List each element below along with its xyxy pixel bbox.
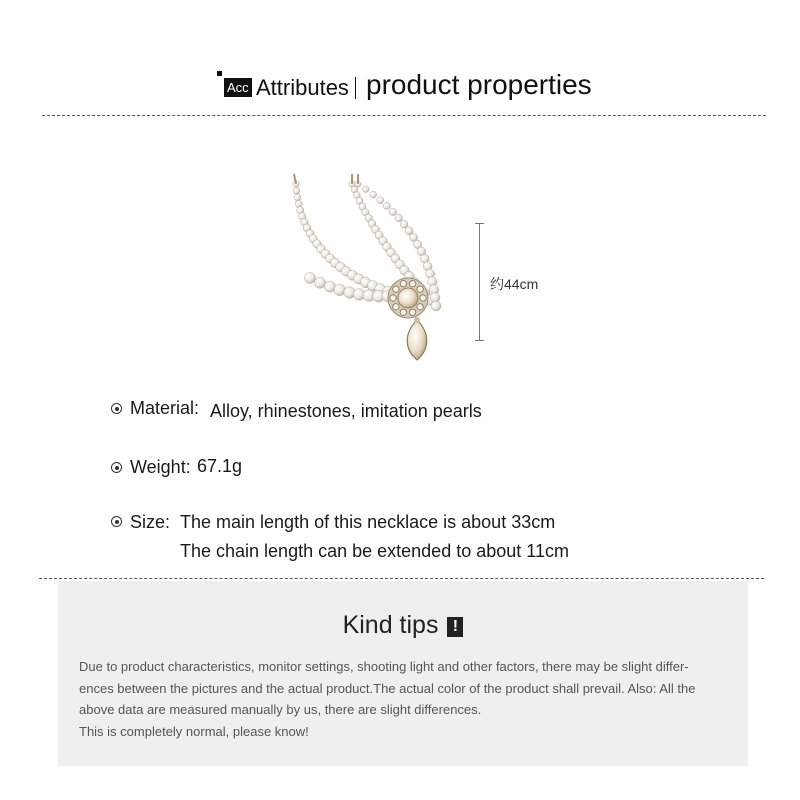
rhinestone	[409, 281, 415, 287]
pearl-bead	[431, 301, 441, 311]
rhinestone	[393, 304, 399, 310]
rhinestone	[409, 309, 415, 315]
product-image	[280, 170, 470, 370]
pearl-bead	[363, 186, 370, 193]
tips-body	[79, 656, 734, 742]
pearl-bead	[305, 273, 316, 284]
spec-value-line-1: The main length of this necklace is about 33cm	[180, 512, 556, 532]
rhinestone	[400, 281, 406, 287]
pearl-bead	[295, 200, 302, 207]
dimension-label: 约44cm	[490, 276, 539, 292]
header-divider	[355, 77, 356, 99]
spec-value: 67.1g	[197, 456, 243, 476]
tips-title-text: Kind tips	[342, 611, 439, 639]
pearl-bead	[389, 208, 396, 215]
pearl-bead	[294, 194, 301, 201]
rhinestone	[400, 309, 406, 315]
rhinestone	[420, 295, 426, 301]
section-header	[0, 68, 800, 108]
tips-line: ences between the pictures and the actual product.The actual color of the product shall prevail. Also: All the	[79, 680, 696, 696]
header-dot	[217, 71, 222, 76]
exclamation-icon: !	[447, 617, 463, 637]
pearl-bead	[400, 220, 408, 228]
rhinestone	[417, 304, 423, 310]
dimension-cap-bottom	[475, 340, 484, 341]
pendant	[388, 278, 428, 360]
pearl-bead	[293, 188, 300, 195]
header-english-label: Attributes	[256, 75, 349, 100]
bullet-icon	[111, 462, 122, 473]
spec-label: Size:	[130, 512, 171, 532]
rhinestone	[393, 286, 399, 292]
pearl-bead	[383, 202, 390, 209]
dimension-line	[479, 223, 480, 340]
dimension-cap-top	[475, 223, 484, 224]
spec-value-line-2: The chain length can be extended to about 11cm	[180, 541, 569, 561]
top-dashed-divider	[42, 115, 766, 116]
tips-line: This is completely normal, please know!	[79, 723, 309, 739]
spec-label: Material:	[130, 398, 200, 418]
bullet-icon	[111, 403, 122, 414]
page-title: product properties	[366, 69, 592, 100]
tips-line: Due to product characteristics, monitor settings, shooting light and other factors, there may be slight differ-	[79, 659, 689, 674]
pearl-bead	[370, 191, 377, 198]
spec-label: Weight:	[130, 457, 191, 477]
tips-line: above data are measured manually by us, there are slight differences.	[79, 702, 482, 717]
rhinestone	[390, 295, 396, 301]
pearl-bead	[314, 277, 325, 288]
kind-tips-panel	[58, 581, 748, 766]
rhinestone	[417, 286, 423, 292]
spec-value: Alloy, rhinestones, imitation pearls	[210, 401, 482, 421]
bullet-icon	[111, 516, 122, 527]
pearl-bead	[377, 197, 384, 204]
bottom-dashed-divider	[39, 578, 764, 579]
tips-title	[58, 611, 748, 640]
pearl-bead	[395, 214, 403, 222]
header-badge: Acc	[224, 78, 252, 97]
